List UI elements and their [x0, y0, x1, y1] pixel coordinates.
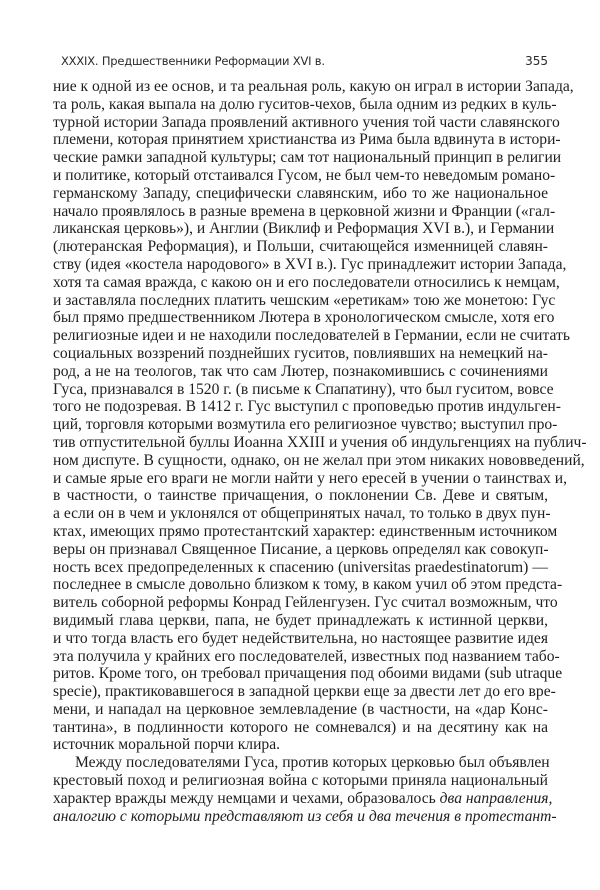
- line-text: крестовый поход и религиозная война с которыми приняла национальный: [53, 772, 548, 790]
- text-line: [53, 309, 555, 327]
- text-line: [53, 736, 548, 754]
- line-text: та роль, какая выпала на долю гуситов-чехов, была одним из редких в куль-: [53, 95, 557, 113]
- emphasized-text: аналогию с которыми представляют из себя и два течения в протестант-: [53, 807, 557, 825]
- line-text: хотя та самая вражда, с какою он и его последователи относились к немцам,: [53, 273, 560, 291]
- line-text: ческие рамки западной культуры; сам тот национальный принцип в религии: [53, 149, 562, 167]
- text-line: [53, 149, 562, 167]
- line-text: в частности, о таинстве причащения, о поклонении Св. Деве и святым,: [53, 487, 548, 505]
- text-line: [53, 380, 554, 399]
- line-text: религиозные идеи и не находили последователей в Германии, если не считать: [53, 327, 570, 345]
- line-text: социальных воззрений позднейших гуситов, повлиявших на немецкий на-: [53, 344, 548, 362]
- text-line: [53, 754, 548, 772]
- line-text: specie), практиковавшегося в западной церкви еще за двести лет до его вре-: [53, 683, 556, 701]
- text-line: [53, 594, 558, 612]
- line-text: ций, торговля которыми возмутила его религиозное чувство; выступил про-: [53, 416, 558, 434]
- line-text: и политике, который отстаивался Гусом, не был чем-то неведомым романо-: [53, 166, 556, 184]
- line-text: видимый глава церкви, папа, не будет принадлежать к истинной церкви,: [53, 611, 548, 629]
- line-text: веры он признавал Священное Писание, а церковь определял как совокуп-: [53, 540, 549, 558]
- text-line: [53, 433, 587, 452]
- running-title: XXXIX. Предшественники Реформации XVI в.: [61, 54, 325, 68]
- text-line: [53, 202, 556, 221]
- line-text: ликанская церковь»), и Англии (Виклиф и Реформация XVI в.), и Германии: [53, 220, 555, 238]
- text-line: [53, 630, 548, 648]
- body-text: [53, 78, 587, 825]
- text-line: [53, 78, 574, 96]
- line-text: Между последователями Гуса, против которых церковью был объявлен: [75, 754, 550, 772]
- line-text: род, а не на теологов, так что сам Лютер, познакомившись с сочинениями: [53, 362, 548, 380]
- text-line: [53, 291, 556, 310]
- text-line: [53, 772, 548, 790]
- text-line: [53, 789, 553, 808]
- text-line: [53, 345, 548, 363]
- line-text: был прямо предшественником Лютера в хронологическом смысле, хотя его: [53, 309, 555, 327]
- page-number: 355: [525, 54, 548, 68]
- line-text: ству (идея «костела народового» в XVI в.). Гус принадлежит истории Запада,: [53, 255, 567, 273]
- line-text: а если он в чем и уклонялся от общепринятых начал, то только в двух пун-: [53, 505, 551, 523]
- line-text: Гуса, признавался в 1520 г. (в письме к Спапатину), что был гуситом, вовсе: [53, 380, 554, 398]
- line-text: и самые ярые его враги не могли найти у него ересей в учении о таинствах и,: [53, 469, 567, 487]
- emphasized-text: два направления,: [439, 789, 553, 807]
- line-text: ном диспуте. В сущности, однако, он не желал при этом никаких нововведений,: [53, 451, 585, 469]
- line-text: тив отпустительной буллы Иоанна XXIII и учения об индульгенциях на публич-: [53, 433, 587, 451]
- text-line: [53, 522, 558, 541]
- line-text: тантина», в подлинности которого не сомневался) и на десятину как на: [53, 718, 548, 736]
- line-text: того не подозревая. В 1412 г. Гус выступил с проповедью против индульген-: [53, 398, 561, 416]
- line-text: витель соборной реформы Конрад Гейленгузен. Гус считал возможным, что: [53, 594, 558, 612]
- text-line: [53, 541, 548, 559]
- running-header: [61, 54, 548, 72]
- text-line: [53, 451, 585, 470]
- text-line: [53, 166, 556, 185]
- text-line: [53, 327, 570, 345]
- text-line: [53, 95, 557, 114]
- text-line: [53, 487, 548, 505]
- line-text: источник моральной порчи клира.: [53, 736, 281, 754]
- text-line: [53, 469, 567, 488]
- text-line: [53, 273, 560, 292]
- text-line: [53, 807, 557, 826]
- line-text: и заставляла последних платить чешским «еретикам» тою же монетою: Гус: [53, 291, 556, 309]
- text-line: [53, 647, 560, 666]
- line-text: последнее в смысле довольно близком к тому, в каком учил об этом предста-: [53, 576, 563, 594]
- text-line: [53, 416, 558, 434]
- text-line: [53, 576, 563, 594]
- line-text: начало проявлялось в разные времена в церковной жизни и Франции («гал-: [53, 202, 556, 220]
- text-line: [53, 238, 548, 256]
- line-text: ние к одной из ее основ, и та реальная роль, какую он играл в истории Запада,: [53, 78, 574, 95]
- line-text: эта получила у крайних его последователей, известных под названием табо-: [53, 647, 560, 665]
- line-text: ктах, имеющих прямо протестантский характер: единственным источником: [53, 522, 558, 540]
- text-line: [53, 131, 561, 149]
- text-line: [53, 220, 555, 238]
- text-line: [53, 113, 560, 132]
- text-line: [53, 683, 556, 701]
- text-line: [53, 185, 548, 203]
- text-line: [53, 701, 548, 719]
- text-line: [53, 665, 563, 683]
- line-text: германскому Западу, специфически славянским, ибо то же национальное: [53, 184, 548, 202]
- text-line: [53, 612, 548, 630]
- line-text: характер вражды между немцами и чехами, образовалось: [53, 789, 440, 807]
- text-line: [53, 505, 551, 523]
- line-text: турной истории Запада проявлений активного учения той части славянского: [53, 113, 560, 131]
- text-line: [53, 719, 548, 737]
- line-text: племени, которая принятием христианства из Рима была вдвинута в истори-: [53, 131, 561, 149]
- line-text: (лютеранская Реформация), и Польши, считающейся изменницей славян-: [53, 238, 548, 256]
- line-text: ность всех предопределенных к спасению (universitas praedestinatorum) —: [53, 558, 548, 576]
- text-line: [53, 363, 548, 381]
- text-line: [53, 255, 567, 274]
- line-text: мени, и нападал на церковное землевладение (в частности, на «дар Конс-: [53, 700, 548, 718]
- text-line: [53, 398, 561, 416]
- text-line: [53, 559, 548, 577]
- line-text: ритов. Кроме того, он требовал причащения под обоими видами (sub utraque: [53, 665, 563, 683]
- line-text: и что тогда власть его будет недействительна, но настоящее развитие идея: [53, 629, 548, 647]
